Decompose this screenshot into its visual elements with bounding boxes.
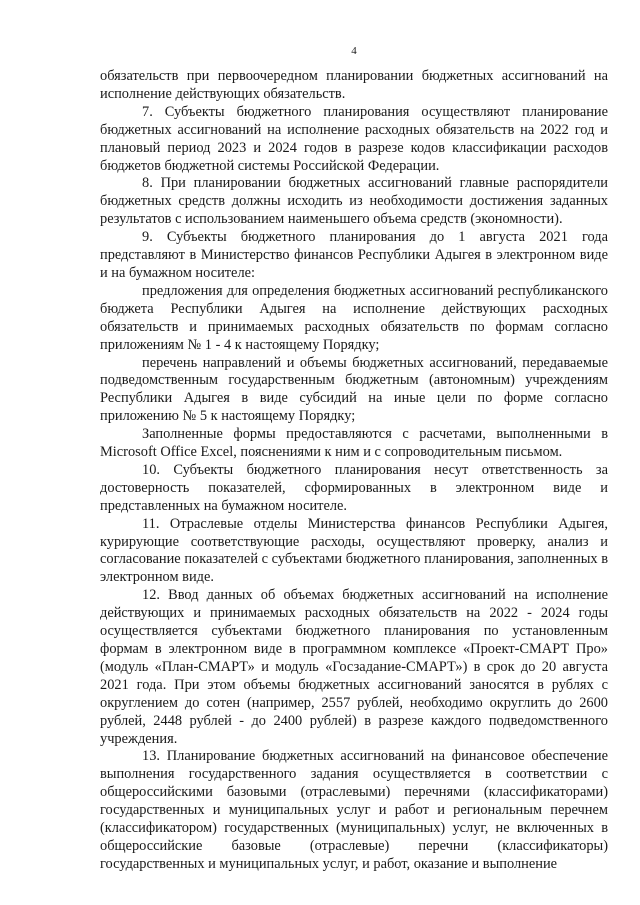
paragraph-item-10: 10. Субъекты бюджетного планирования несут ответственность за достоверность показателей, сформированных в электронном виде и представленных на бумажном носителе. [100,461,608,514]
paragraph-item-9: 9. Субъекты бюджетного планирования до 1 августа 2021 года представляют в Министерство финансов Республики Адыгея в электронном виде и на бумажном носителе: [100,229,608,281]
paragraph-forms-note: Заполненные формы предоставляются с расчетами, выполненными в Microsoft Office Excel, пояснениями к ним и с сопроводительным письмом. [100,426,608,461]
page-number: 4 [351,45,357,57]
paragraph-item-11: 11. Отраслевые отделы Министерства финансов Республики Адыгея, курирующие соответствующие расходы, осуществляют проверку, анализ и согласование показателей с субъектами бюджетного планирования, заполненных в электронном виде. [100,515,608,586]
paragraph-item-8: 8. При планировании бюджетных ассигнований главные распорядители бюджетных средств должны исходить из необходимости достижения заданных результатов с использованием наименьшего объема средств (экономности). [100,175,608,228]
paragraph-item-12: 12. Ввод данных об объемах бюджетных ассигнований на исполнение действующих и принимаемых расходных обязательств на 2022 - 2024 годы осуществляется субъектами бюджетного планирования по установленным формам в электронном виде в программном комплексе «Проект-СМАРТ Про» (модуль «План-СМАРТ» и модуль «Госзадание-СМАРТ») в срок до 20 августа 2021 года. При этом объемы бюджетных ассигнований заносятся в рублях с округлением до сотен (например, 2557 рублей, необходимо округлить до 2600 рублей, 2448 рублей - до 2400 рублей) в разрезе каждого подведомственного учреждения. [100,587,608,747]
document-body [100,68,608,874]
paragraph-item-7: 7. Субъекты бюджетного планирования осуществляют планирование бюджетных ассигнований на исполнение расходных обязательств на 2022 год и плановый период 2023 и 2024 годов в разрезе кодов классификации расходов бюджетов бюджетной системы Российской Федерации. [100,103,608,174]
paragraph-continuation: обязательств при первоочередном планировании бюджетных ассигнований на исполнение действующих обязательств. [100,68,608,102]
paragraph-item-9-proposals: предложения для определения бюджетных ассигнований республиканского бюджета Республики Адыгея на исполнение действующих расходных обязательств и принимаемых расходных обязательств по формам согласно приложениям № 1 - 4 к настоящему Порядку; [100,282,608,353]
paragraph-item-13: 13. Планирование бюджетных ассигнований на финансовое обеспечение выполнения государственного задания осуществляется в соответствии с общероссийскими базовыми (отраслевыми) перечнями (классификаторами) государственных и муниципальных услуг и работ и региональным перечнем (классификатором) государственных (муниципальных) услуг, не включенных в общероссийские базовые (отраслевые) перечни (классификаторы) государственных и муниципальных услуг, и работ, оказание и выполнение [100,748,608,872]
paragraph-item-9-list: перечень направлений и объемы бюджетных ассигнований, передаваемые подведомственным государственным бюджетным (автономным) учреждениям Республики Адыгея в виде субсидий на иные цели по форме согласно приложению № 5 к настоящему Порядку; [100,354,608,425]
